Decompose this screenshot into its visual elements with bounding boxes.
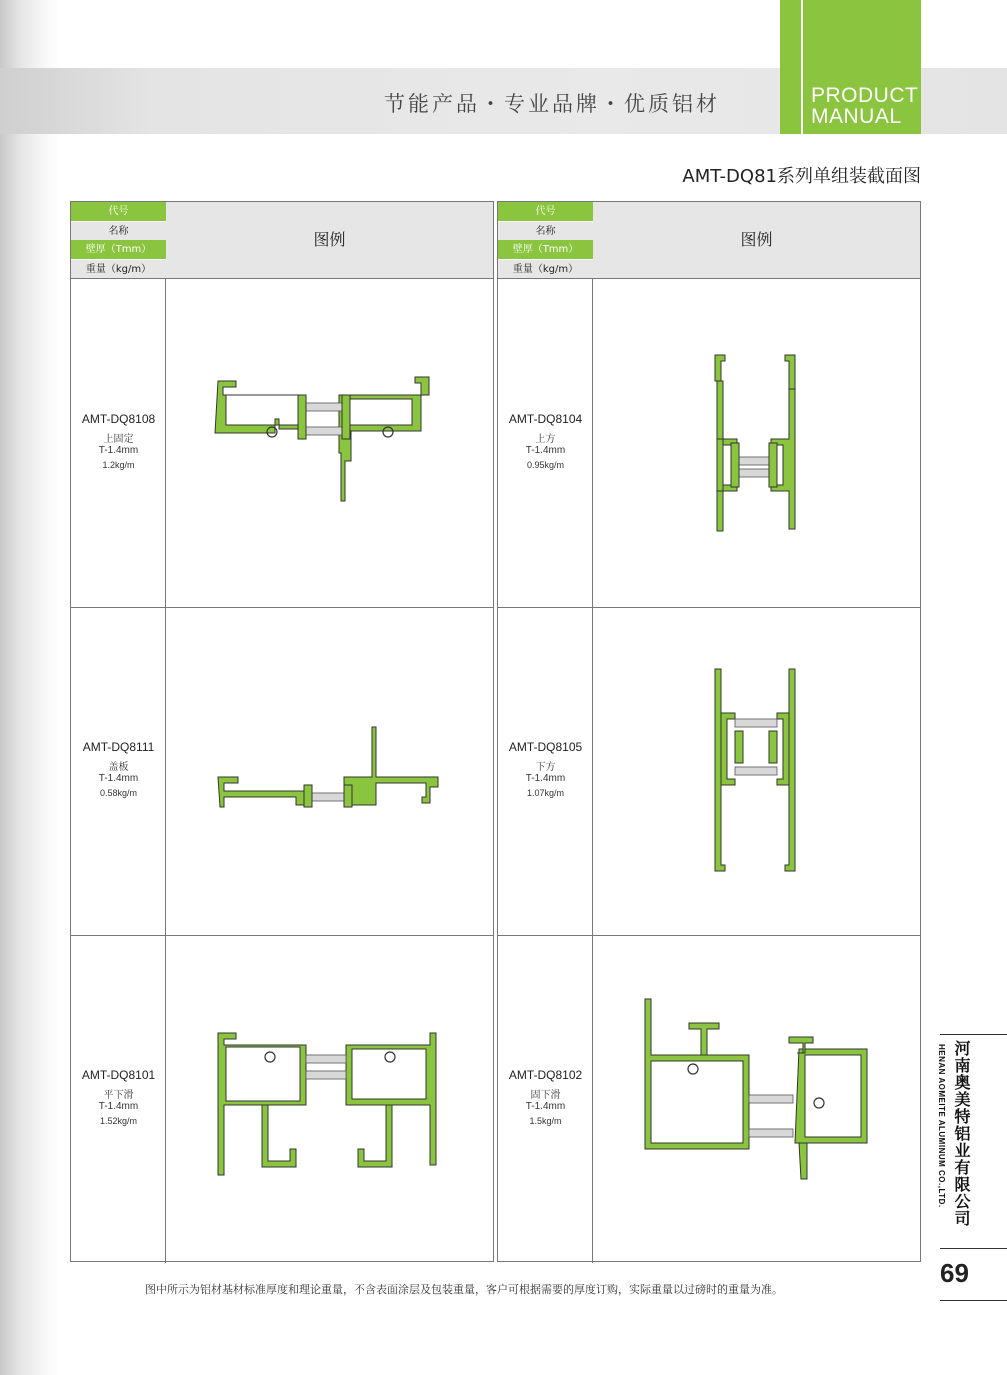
item-name: 平下滑	[103, 1090, 134, 1101]
tab-title-line2: MANUAL	[811, 105, 902, 128]
side-rule-middle	[940, 1248, 1007, 1249]
item-thickness: T-1.4mm	[525, 773, 566, 784]
right-spec-table	[497, 201, 921, 1262]
item-info	[71, 607, 166, 935]
page-number: 69	[940, 1258, 969, 1288]
item-weight: 1.52kg/m	[99, 1116, 138, 1126]
side-rule-bottom	[940, 1300, 1007, 1301]
product-manual-tab	[780, 0, 921, 134]
header-code: 代号	[71, 202, 166, 221]
tab-title-line1: PRODUCT	[811, 84, 919, 107]
item-thickness: T-1.4mm	[98, 773, 139, 784]
item-name: 固下滑	[530, 1090, 561, 1101]
profile-section-icon	[593, 607, 920, 935]
header-thickness: 壁厚（Tmm）	[71, 240, 166, 259]
header-weight: 重量（kg/m）	[71, 259, 166, 278]
profile-section-icon	[166, 935, 493, 1263]
item-code: AMT-DQ8111	[82, 740, 155, 754]
item-weight: 0.58kg/m	[99, 788, 138, 798]
table-row	[498, 935, 920, 1263]
item-info	[71, 279, 166, 607]
item-name: 下方	[535, 762, 556, 773]
table-row	[71, 935, 493, 1263]
header-figure: 图例	[593, 202, 920, 278]
item-name: 盖板	[108, 762, 129, 773]
table-header-labels	[498, 202, 594, 278]
item-thickness: T-1.4mm	[525, 445, 566, 456]
table-row	[498, 607, 920, 935]
header-name: 名称	[71, 221, 166, 240]
profile-section-icon	[593, 935, 920, 1263]
header-figure: 图例	[166, 202, 493, 278]
header-slogan: 节能产品・专业品牌・优质铝材	[384, 92, 720, 116]
item-name: 上固定	[103, 434, 134, 445]
header-name: 名称	[498, 221, 593, 240]
tab-divider	[801, 0, 803, 134]
header-code: 代号	[498, 202, 593, 221]
page-spine-shadow	[0, 0, 60, 1375]
profile-section-icon	[593, 279, 920, 607]
item-info	[498, 607, 593, 935]
side-rule-top	[940, 1034, 1007, 1035]
item-thickness: T-1.4mm	[98, 1101, 139, 1112]
item-weight: 1.2kg/m	[102, 460, 135, 470]
item-weight: 0.95kg/m	[526, 460, 565, 470]
item-weight: 1.5kg/m	[529, 1116, 562, 1126]
table-row	[71, 607, 493, 935]
company-name-en: HENAN AOMEITE ALUMINUM CO.,LTD.	[937, 1044, 946, 1208]
item-code: AMT-DQ8101	[81, 1068, 156, 1082]
item-info	[71, 935, 166, 1263]
item-code: AMT-DQ8105	[508, 740, 583, 754]
item-info	[498, 935, 593, 1263]
item-thickness: T-1.4mm	[525, 1101, 566, 1112]
item-code: AMT-DQ8104	[508, 412, 583, 426]
header-weight: 重量（kg/m）	[498, 259, 593, 278]
profile-section-icon	[166, 607, 493, 935]
table-row	[498, 279, 920, 607]
item-code: AMT-DQ8102	[508, 1068, 583, 1082]
table-header-labels	[71, 202, 167, 278]
item-weight: 1.07kg/m	[526, 788, 565, 798]
section-title: AMT-DQ81系列单组装截面图	[682, 166, 921, 187]
header-thickness: 壁厚（Tmm）	[498, 240, 593, 259]
company-name-cn: 河南奥美特铝业有限公司	[952, 1040, 971, 1227]
table-row	[71, 279, 493, 607]
item-info	[498, 279, 593, 607]
profile-section-icon	[166, 279, 493, 607]
footnote: 图中所示为铝材基材标准厚度和理论重量，不含表面涂层及包装重量，客户可根据需要的厚度订购，实际重量以过磅时的重量为准。	[145, 1283, 783, 1296]
left-spec-table	[70, 201, 494, 1262]
item-thickness: T-1.4mm	[98, 445, 139, 456]
item-code: AMT-DQ8108	[81, 412, 156, 426]
item-name: 上方	[535, 434, 556, 445]
